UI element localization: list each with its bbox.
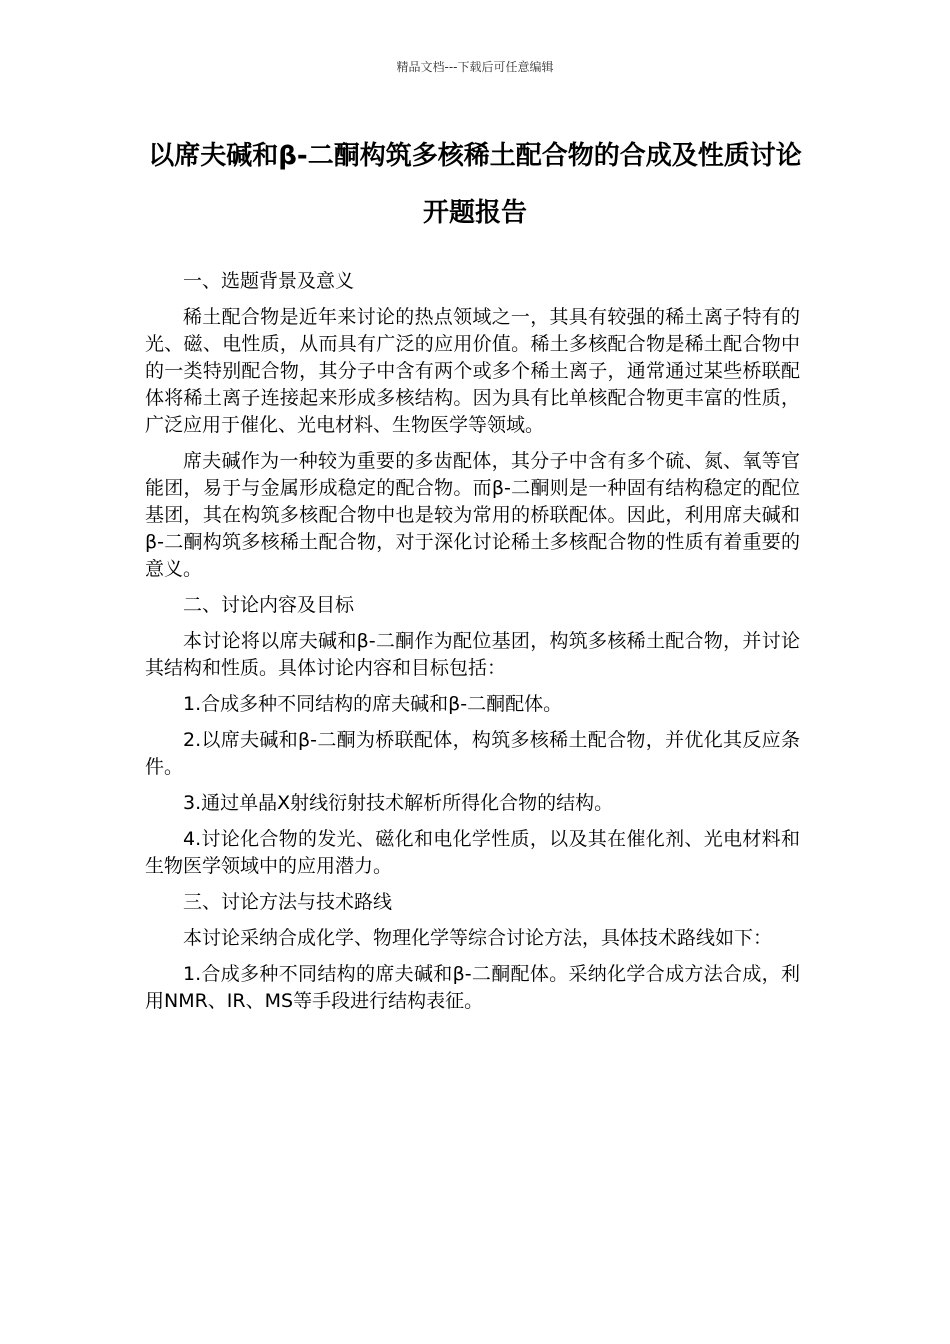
document-body [145,268,800,1024]
paragraph: 本讨论采纳合成化学、物理化学等综合讨论方法，具体技术路线如下： [183,927,773,949]
section-heading: 一、选题背景及意义 [183,270,355,292]
list-item: 1.合成多种不同结构的席夫碱和β-二酮配体。 [183,693,563,715]
list-item: 1.合成多种不同结构的席夫碱和β-二酮配体。采纳化学合成方法合成，利用NMR、IR、MS等手段进行结构表征。 [145,963,800,1012]
section-heading: 二、讨论内容及目标 [183,594,355,616]
header-note: 精品文档---下载后可任意编辑 [396,60,554,74]
paragraph: 本讨论将以席夫碱和β-二酮作为配位基团，构筑多核稀土配合物，并讨论其结构和性质。具体讨论内容和目标包括： [145,630,800,679]
section-heading: 三、讨论方法与技术路线 [183,891,393,913]
paragraph: 席夫碱作为一种较为重要的多齿配体，其分子中含有多个硫、氮、氧等官能团，易于与金属形成稳定的配合物。而β-二酮则是一种固有结构稳定的配位基团，其在构筑多核配合物中也是较为常用的桥联配体。因此，利用席夫碱和β-二酮构筑多核稀土配合物，对于深化讨论稀土多核配合物的性质有着重要的意义。 [145,450,800,580]
paragraph: 稀土配合物是近年来讨论的热点领域之一，其具有较强的稀土离子特有的光、磁、电性质，从而具有广泛的应用价值。稀土多核配合物是稀土配合物中的一类特别配合物，其分子中含有两个或多个稀土离子，通常通过某些桥联配体将稀土离子连接起来形成多核结构。因为具有比单核配合物更丰富的性质，广泛应用于催化、光电材料、生物医学等领域。 [145,306,800,436]
list-item: 3.通过单晶X射线衍射技术解析所得化合物的结构。 [183,792,614,814]
document-title: 以席夫碱和β-二酮构筑多核稀土配合物的合成及性质讨论开题报告 [148,141,802,228]
list-item: 2.以席夫碱和β-二酮为桥联配体，构筑多核稀土配合物，并优化其反应条件。 [145,729,800,778]
list-item: 4.讨论化合物的发光、磁化和电化学性质，以及其在催化剂、光电材料和生物医学领域中的应用潜力。 [145,828,800,877]
